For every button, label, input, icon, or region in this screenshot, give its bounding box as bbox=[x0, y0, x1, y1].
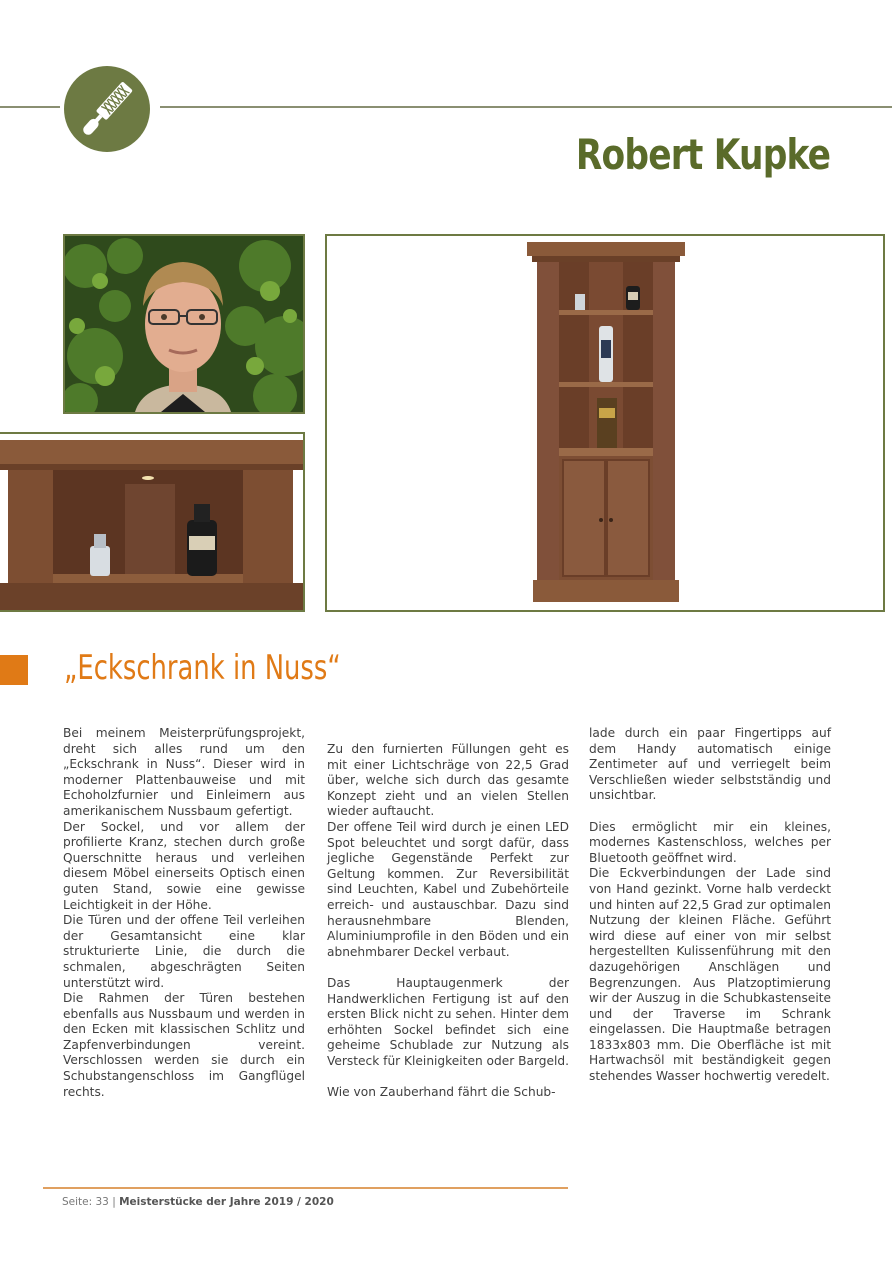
paragraph: Zu den furnierten Füllungen geht es mit einer Lichtschräge von 22,5 Grad über, welche sich durch das gesamte Konzept zieht und an vielen Stellen wieder auftaucht. bbox=[327, 742, 569, 819]
article-column-1 bbox=[63, 726, 305, 1100]
portrait-photo bbox=[63, 234, 305, 414]
page-number: Seite: 33 bbox=[62, 1196, 109, 1208]
article-title: „Eckschrank in Nuss“ bbox=[64, 648, 341, 688]
paragraph: Das Hauptaugenmerk der Handwerklichen Fertigung ist auf den ersten Blick nicht zu sehen. Hinter dem erhöhten Sockel befindet sich eine geheime Schublade zur Nutzung als Versteck für Kleinigkeiten oder Bargeld. bbox=[327, 975, 569, 1068]
header-rule-right bbox=[160, 106, 892, 108]
publication-title: Meisterstücke der Jahre 2019 / 2020 bbox=[119, 1196, 334, 1208]
paragraph: Der offene Teil wird durch je einen LED Spot beleuchtet und sorgt dafür, dass jegliche Gegenstände Perfekt zur Geltung kommen. Zur Reversibilität sind Leuchten, Kabel und Zubehörteile erreich- und austauschbar. Dazu sind herausnehmbare Blenden, Aluminiumprofile in den Böden und ein abnehmbarer Deckel verbaut. bbox=[327, 819, 569, 959]
paragraph: Dies ermöglicht mir ein kleines, modernes Kastenschloss, welches per Bluetooth geöffnet wird. bbox=[589, 819, 831, 865]
article-column-2 bbox=[327, 742, 569, 1101]
paragraph: Wie von Zauberhand fährt die Schub- bbox=[327, 1085, 556, 1100]
footer-separator: | bbox=[112, 1196, 116, 1208]
author-name: Robert Kupke bbox=[575, 130, 830, 179]
paragraph: Die Eckverbindungen der Lade sind von Hand gezinkt. Vorne halb verdeckt und hinten auf 22,5 Grad zur optimalen Nutzung der kleinen Fläche. Geführt wird diese auf einer von mir selbst hergestellten Kulissenführung mit den dazugehörigen Anschlägen und Begrenzungen. Aus Platzoptimierung wir der Auszug in die Schubkastenseite und der Traverse im Schrank eingelassen. Die Hauptmaße betragen 1833x803 mm. Die Oberfläche ist mit Hartwachsöl mit beständigkeit gegen stehendes Wasser hochwertig veredelt. bbox=[589, 866, 831, 1084]
paragraph: Die Türen und der offene Teil verleihen der Gesamtansicht eine klar strukturierte Linie, die durch die schmalen, abgeschrägten Seiten unterstützt wird. bbox=[63, 913, 305, 990]
header-rule-left bbox=[0, 106, 60, 108]
corner-cabinet-photo bbox=[325, 234, 885, 612]
article-column-3 bbox=[589, 726, 831, 1085]
paragraph: lade durch ein paar Fingertipps auf dem Handy automatisch einige Zentimeter auf und verriegelt beim Verschließen wieder selbstständig und unsichtbar. bbox=[589, 726, 831, 803]
paragraph: Bei meinem Meisterprüfungsprojekt, dreht sich alles rund um den „Eckschrank in Nuss“. Dieser wird in moderner Plattenbauweise und mit Echoholzfurnier und Einleimern aus amerikanischem Nussbaum gefertigt. bbox=[63, 726, 305, 818]
paragraph: Die Rahmen der Türen bestehen ebenfalls aus Nussbaum und werden in den Ecken mit klassischen Schlitz und Zapfenverbindungen vereint. Verschlossen werden sie durch ein Schubstangenschloss im Gangflügel rechts. bbox=[63, 991, 305, 1099]
section-marker bbox=[0, 655, 28, 685]
logo bbox=[64, 66, 150, 152]
cabinet-detail-photo bbox=[0, 432, 305, 612]
footer bbox=[62, 1196, 334, 1208]
footer-rule bbox=[43, 1187, 568, 1189]
file-rasp-icon bbox=[64, 66, 150, 152]
paragraph: Der Sockel, und vor allem der profilierte Kranz, stechen durch große Querschnitte heraus und verleihen diesem Möbel einerseits Optisch einen guten Stand, sowie eine gewisse Leichtigkeit in der Höhe. bbox=[63, 819, 305, 912]
